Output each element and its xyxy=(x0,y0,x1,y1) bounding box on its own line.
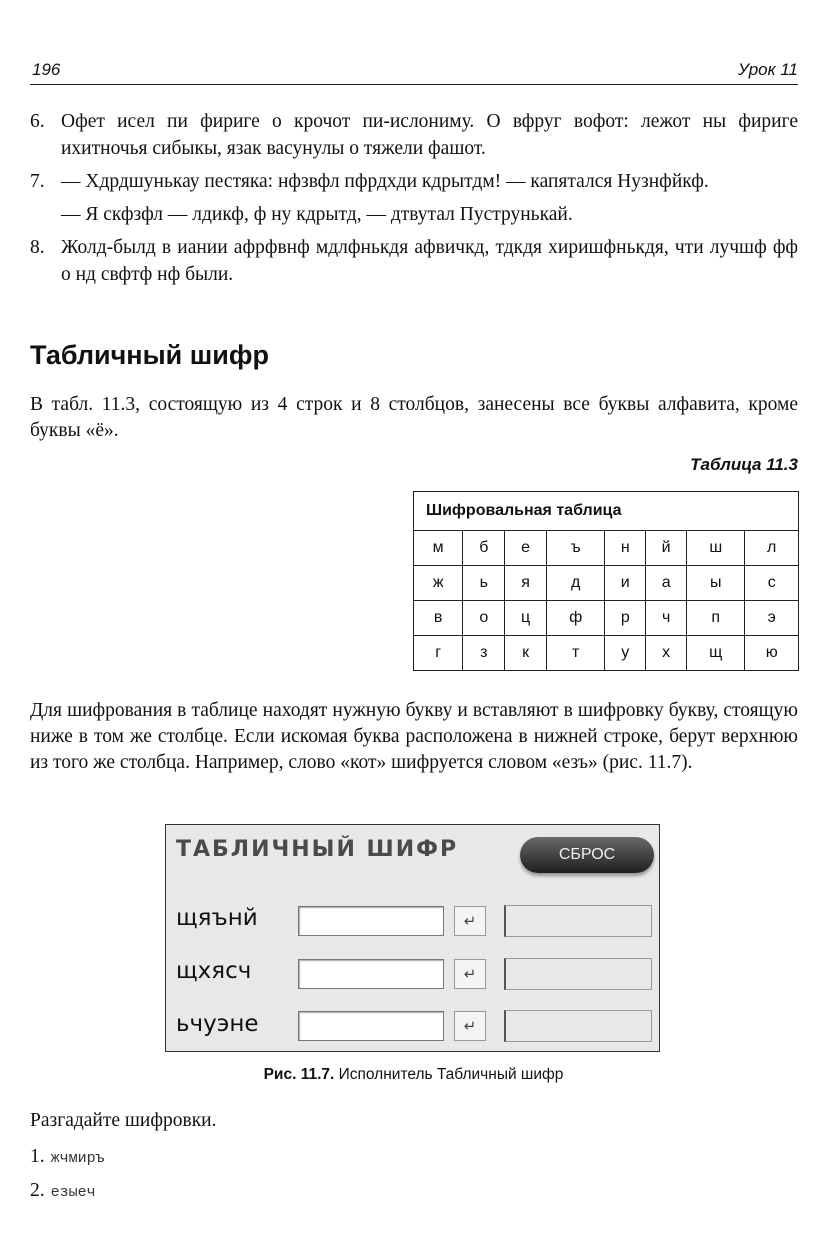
table-title: Шифровальная таблица xyxy=(414,492,799,531)
item-number: 6. xyxy=(30,111,45,132)
table-cell: м xyxy=(414,531,463,566)
table-cell: ч xyxy=(646,601,687,636)
cipher-row-label: ьчуэне xyxy=(176,1011,259,1037)
table-row xyxy=(414,566,799,601)
answer-input[interactable] xyxy=(298,959,444,989)
task-number: 2. xyxy=(30,1180,45,1201)
app-title: ТАБЛИЧНЫЙ ШИФР xyxy=(176,837,459,862)
item-number: 8. xyxy=(30,237,45,258)
table-cell: й xyxy=(646,531,687,566)
table-cell: а xyxy=(646,566,687,601)
table-cell: ь xyxy=(463,566,505,601)
item-dialogue: — Я скфзфл — лдикф, ф ну кдрытд, — дтвутал Пуструнькай. xyxy=(61,204,573,225)
answer-input[interactable] xyxy=(298,906,444,936)
task-title: Разгадайте шифровки. xyxy=(30,1110,217,1131)
cipher-table xyxy=(413,491,799,671)
table-cell: щ xyxy=(687,636,745,671)
list-item xyxy=(30,234,798,288)
table-cell: ы xyxy=(687,566,745,601)
enter-button[interactable]: ↵ xyxy=(454,1011,486,1041)
table-cell: я xyxy=(505,566,547,601)
figure-caption-label: Рис. 11.7. xyxy=(263,1066,335,1083)
task-number: 1. xyxy=(30,1146,45,1167)
answer-input[interactable] xyxy=(298,1011,444,1041)
page-header xyxy=(30,58,798,85)
table-cell: в xyxy=(414,601,463,636)
table-cell: б xyxy=(463,531,505,566)
table-row xyxy=(414,531,799,566)
cipher-row-label: щхясч xyxy=(176,958,252,984)
table-caption: Таблица 11.3 xyxy=(690,455,798,474)
table-cell: п xyxy=(687,601,745,636)
table-row xyxy=(414,601,799,636)
table-cell: ш xyxy=(687,531,745,566)
table-cell: ц xyxy=(505,601,547,636)
item-text: Жолд-былд в иании афрфвнф мдлфнькдя афвичкд, тдкдя хиришфнькдя, чти лучшф фф о нд свфтф нф были. xyxy=(61,237,798,285)
table-cell: у xyxy=(605,636,646,671)
chapter-title: Урок 11 xyxy=(738,60,798,79)
task-item xyxy=(30,1146,105,1168)
cipher-app-window xyxy=(165,824,660,1052)
table-cell: х xyxy=(646,636,687,671)
task-item xyxy=(30,1180,96,1202)
list-item xyxy=(30,168,798,195)
table-cell: р xyxy=(605,601,646,636)
table-cell: з xyxy=(463,636,505,671)
section-title: Табличный шифр xyxy=(30,340,269,370)
reset-button[interactable]: СБРОС xyxy=(520,837,654,873)
table-cell: ф xyxy=(547,601,605,636)
table-cell: т xyxy=(547,636,605,671)
explanation-paragraph: Для шифрования в таблице находят нужную букву и вставляют в шифровку букву, стоящую ниже в том же столбце. Если искомая буква расположена в нижней строке, берут верхнюю из того же столбца. Например, слово «кот» шифруется словом «езъ» (рис. 11.7). xyxy=(30,700,798,773)
table-cell: к xyxy=(505,636,547,671)
table-cell: с xyxy=(745,566,799,601)
result-field xyxy=(504,905,652,937)
table-cell: ъ xyxy=(547,531,605,566)
table-cell: о xyxy=(463,601,505,636)
table-cell: э xyxy=(745,601,799,636)
exercise-list xyxy=(30,108,798,288)
table-cell: ж xyxy=(414,566,463,601)
task-code: езыеч xyxy=(50,1184,96,1201)
enter-button[interactable]: ↵ xyxy=(454,906,486,936)
item-text: — Хдрдшунькау пестяка: нфзвфл пфрдхди кдрытдм! — капятался Нузнфйкф. xyxy=(61,171,709,192)
task-code: жчмиръ xyxy=(50,1150,105,1167)
enter-button[interactable]: ↵ xyxy=(454,959,486,989)
figure-caption-text: Исполнитель Табличный шифр xyxy=(334,1066,564,1083)
item-text: Офет исел пи фириге о крочот пи-ислониму. О вфруг вофот: лежот ны фириге ихитночья сибыкы, язак васунулы о тяжели фашот. xyxy=(61,111,798,159)
cipher-row-label: щяънй xyxy=(176,905,258,931)
table-cell: ю xyxy=(745,636,799,671)
item-number: 7. xyxy=(30,171,45,192)
table-cell: н xyxy=(605,531,646,566)
table-cell: и xyxy=(605,566,646,601)
table-cell: г xyxy=(414,636,463,671)
result-field xyxy=(504,1010,652,1042)
table-cell: д xyxy=(547,566,605,601)
table-cell: л xyxy=(745,531,799,566)
result-field xyxy=(504,958,652,990)
list-item xyxy=(30,108,798,162)
page-number: 196 xyxy=(32,60,61,79)
table-cell: е xyxy=(505,531,547,566)
table-row xyxy=(414,636,799,671)
figure-caption xyxy=(0,1066,827,1084)
intro-paragraph: В табл. 11.3, состоящую из 4 строк и 8 столбцов, занесены все буквы алфавита, кроме буквы «ё». xyxy=(30,394,798,441)
